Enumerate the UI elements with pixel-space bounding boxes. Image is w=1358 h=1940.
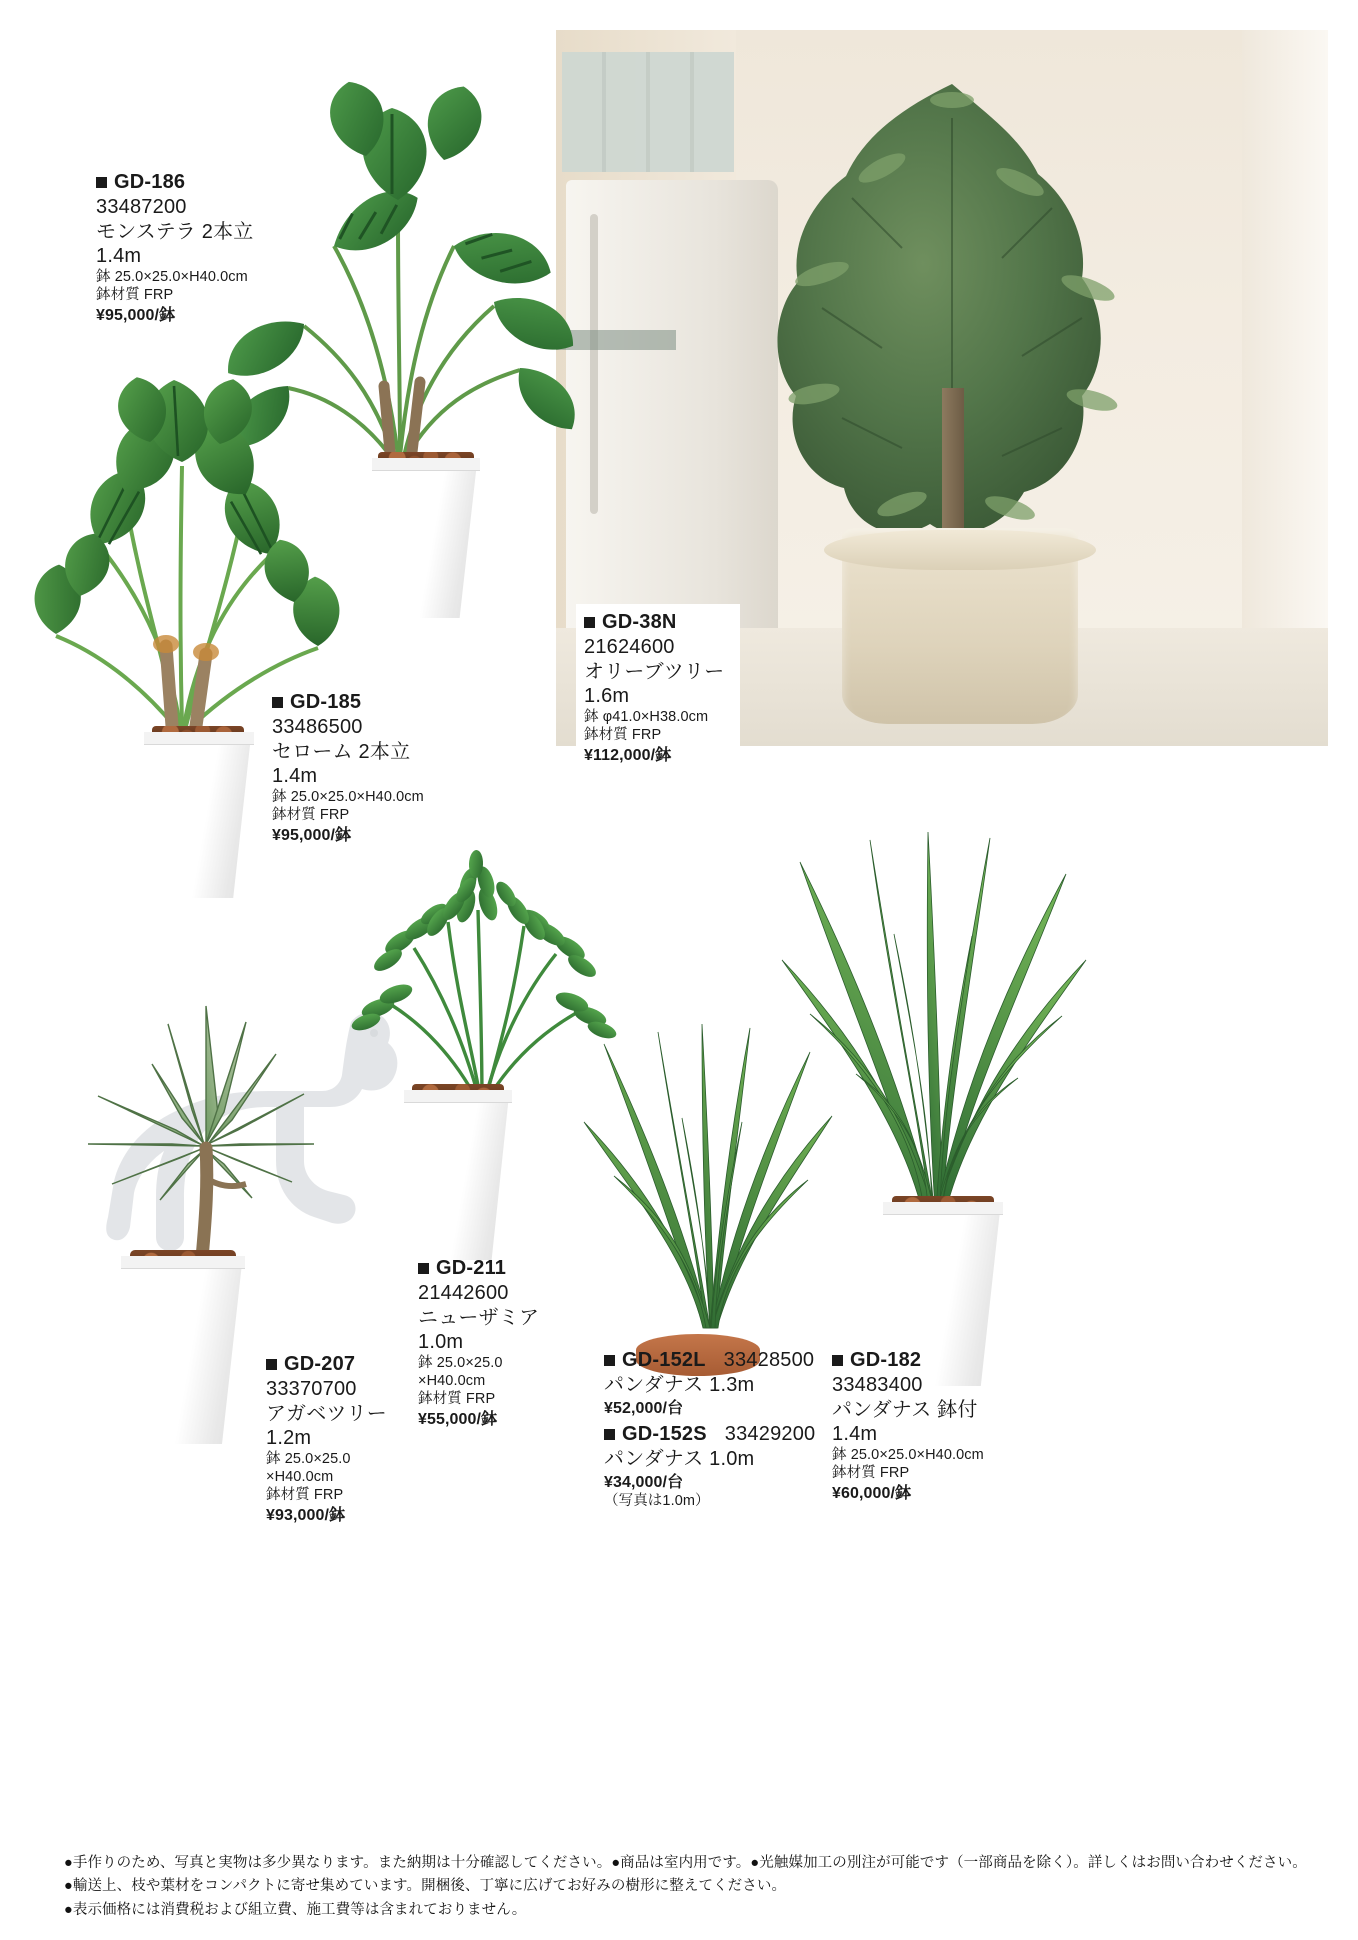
product-number: 33483400 [832, 1373, 923, 1396]
bullet-square-icon [96, 177, 107, 188]
product-price: ¥112,000/鉢 [584, 747, 672, 765]
caption-gd152s [604, 1422, 815, 1511]
caption-gd182 [832, 1348, 984, 1504]
product-code: GD-207 [266, 1352, 387, 1377]
product-pot-material: 鉢材質 FRP [832, 1465, 910, 1482]
pot-body [370, 458, 482, 618]
product-pot-material: 鉢材質 FRP [584, 727, 662, 744]
product-pot-size: 鉢 25.0×25.0×H40.0cm [96, 269, 248, 286]
olive-tree-trunk [942, 388, 964, 548]
product-name: パンダナス 鉢付 [832, 1398, 978, 1421]
product-code: GD-182 [832, 1348, 984, 1373]
product-pot-size-line1: 鉢 25.0×25.0 [418, 1355, 503, 1372]
bullet-square-icon [584, 617, 595, 628]
product-price: ¥52,000/台 [604, 1399, 684, 1417]
product-size: 1.6m [584, 685, 630, 708]
caption-gd211 [418, 1256, 539, 1430]
product-pot-material: 鉢材質 FRP [96, 287, 174, 304]
pot-body [142, 732, 256, 898]
pot-body [118, 1256, 248, 1444]
pot-rim [883, 1202, 1004, 1215]
pot-body [402, 1090, 514, 1260]
bullet-square-icon [266, 1359, 277, 1370]
product-number: 33486500 [272, 715, 363, 738]
product-pot-size-line2: ×H40.0cm [418, 1373, 486, 1390]
product-price: ¥95,000/鉢 [272, 827, 352, 845]
product-price: ¥55,000/鉢 [418, 1411, 498, 1429]
product-size: 1.0m [418, 1331, 464, 1354]
bullet-square-icon [272, 697, 283, 708]
photo-glass-block-window [562, 52, 734, 172]
product-number: 21442600 [418, 1281, 509, 1304]
bullet-square-icon [418, 1263, 429, 1274]
product-name: アガベツリー [266, 1402, 387, 1425]
caption-gd185 [272, 690, 424, 846]
footnote-line-1: ●手作りのため、写真と実物は多少異なります。また納期は十分確認してください。●商品は室内用です。●光触媒加工の別注が可能です（一部商品を除く）。詳しくはお問い合わせください。 [64, 1855, 1307, 1871]
product-number: 33370700 [266, 1377, 357, 1400]
product-number: 33428500 [723, 1349, 815, 1371]
footnotes [64, 1852, 1307, 1922]
product-pot-size-line2: ×H40.0cm [266, 1469, 334, 1486]
pot-rim [121, 1256, 246, 1269]
photo-refrigerator [566, 180, 778, 650]
caption-gd38n [576, 604, 740, 774]
product-code: GD-152S [604, 1422, 707, 1447]
product-pot-material: 鉢材質 FRP [272, 807, 350, 824]
product-name: オリーブツリー [584, 660, 725, 683]
caption-gd186 [96, 170, 253, 326]
agave-white-pot [118, 1256, 248, 1444]
product-price: ¥34,000/台 [604, 1473, 684, 1491]
pot-rim [144, 732, 253, 745]
product-number: 33487200 [96, 195, 187, 218]
product-code: GD-211 [418, 1256, 539, 1281]
product-name: パンダナス 1.0m [604, 1447, 755, 1470]
product-photo-agave-tree [56, 968, 356, 1268]
footnote-line-3: ●表示価格には消費税および組立費、施工費等は含まれておりません。 [64, 1901, 527, 1918]
product-name: セローム 2本立 [272, 740, 411, 763]
footnote-line-2: ●輸送上、枝や葉材をコンパクトに寄せ集めています。開梱後、丁寧に広げてお好みの樹形に整えてください。 [64, 1878, 787, 1895]
monstera-white-pot [370, 458, 482, 618]
product-pot-size: 鉢 φ41.0×H38.0cm [584, 709, 709, 726]
product-size: 1.4m [272, 765, 318, 788]
product-pot-material: 鉢材質 FRP [266, 1487, 344, 1504]
product-pot-size: 鉢 25.0×25.0×H40.0cm [832, 1447, 984, 1464]
pot-rim [372, 458, 480, 471]
product-pot-size: 鉢 25.0×25.0×H40.0cm [272, 789, 424, 806]
caption-gd207 [266, 1352, 387, 1526]
product-number: 21624600 [584, 635, 675, 658]
product-photo-note: （写真は1.0m） [604, 1492, 710, 1509]
bullet-square-icon [604, 1429, 615, 1440]
product-price: ¥93,000/鉢 [266, 1507, 346, 1525]
bullet-square-icon [832, 1355, 843, 1366]
product-photo-pandanus-potted [770, 826, 1100, 1246]
photo-counter-edge [556, 330, 676, 350]
product-size: 1.4m [832, 1423, 878, 1446]
product-name: モンステラ 2本立 [96, 220, 254, 243]
product-price: ¥95,000/鉢 [96, 307, 176, 325]
zamia-white-pot [402, 1090, 514, 1260]
product-size: 1.4m [96, 245, 142, 268]
selloum-white-pot [142, 732, 256, 898]
product-name: ニューザミア [418, 1306, 540, 1329]
product-name: パンダナス 1.3m [604, 1373, 755, 1396]
product-pot-size-line1: 鉢 25.0×25.0 [266, 1451, 351, 1468]
olive-pot-rim [824, 530, 1096, 570]
product-code: GD-152L [604, 1348, 706, 1373]
caption-gd152l [604, 1348, 814, 1419]
pot-rim [404, 1090, 512, 1103]
product-size: 1.2m [266, 1427, 312, 1450]
product-code: GD-38N [584, 610, 724, 635]
product-code: GD-186 [96, 170, 253, 195]
product-code: GD-185 [272, 690, 424, 715]
product-pot-material: 鉢材質 FRP [418, 1391, 496, 1408]
product-price: ¥60,000/鉢 [832, 1485, 912, 1503]
bullet-square-icon [604, 1355, 615, 1366]
product-number: 33429200 [724, 1423, 816, 1445]
